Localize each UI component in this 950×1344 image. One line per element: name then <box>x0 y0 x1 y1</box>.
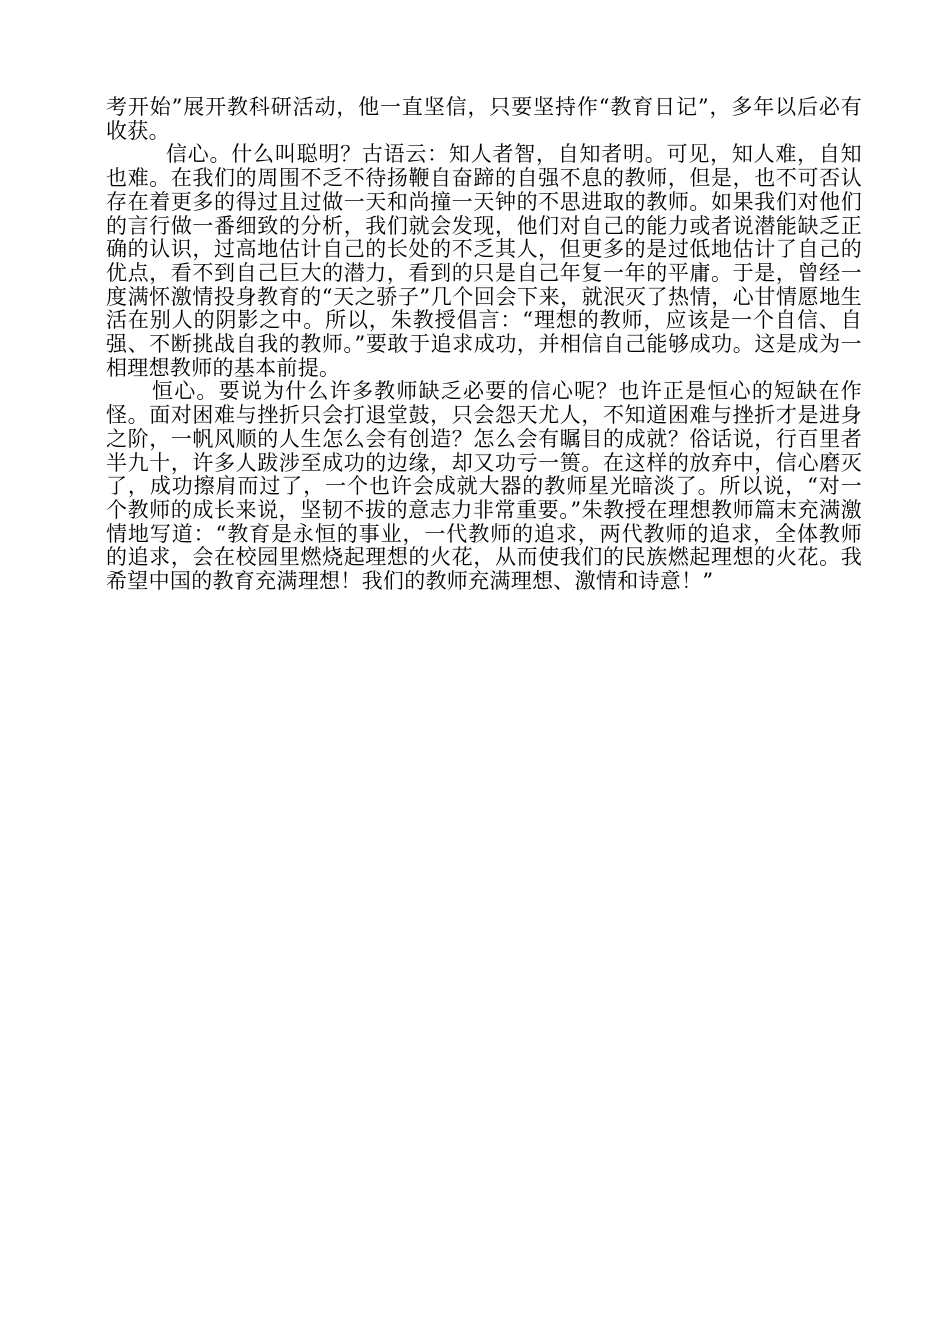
paragraph-continuation: 考开始”展开教科研活动，他一直坚信，只要坚持作“教育日记”，多年以后必有收获。 <box>106 95 862 143</box>
document-body <box>106 96 862 594</box>
paragraph-perseverance: 恒心。要说为什么许多教师缺乏必要的信心呢？也许正是恒心的短缺在作怪。面对困难与挫折只会打退堂鼓，只会怨天尤人，不知道困难与挫折才是进身之阶，一帆风顺的人生怎么会有创造？怎么会有瞩目的成就？俗话说，行百里者半九十，许多人跋涉至成功的边缘，却又功亏一篑。在这样的放弃中，信心磨灭了，成功擦肩而过了，一个也许会成就大器的教师星光暗淡了。所以说，“对一个教师的成长来说，坚韧不拔的意志力非常重要。”朱教授在理想教师篇末充满激情地写道：“教育是永恒的事业，一代教师的追求，两代教师的追求，全体教师的追求，会在校园里燃烧起理想的火花，从而使我们的民族燃起理想的火花。我希望中国的教育充满理想！我们的教师充满理想、激情和诗意！” <box>106 379 862 594</box>
paragraph-confidence: 信心。什么叫聪明？古语云：知人者智，自知者明。可见，知人难，自知也难。在我们的周围不乏不待扬鞭自奋蹄的自强不息的教师，但是，也不可否认存在着更多的得过且过做一天和尚撞一天钟的不思进取的教师。如果我们对他们的言行做一番细致的分析，我们就会发现，他们对自己的能力或者说潜能缺乏正确的认识，过高地估计自己的长处的不乏其人，但更多的是过低地估计了自己的优点，看不到自己巨大的潜力，看到的只是自己年复一年的平庸。于是，曾经一度满怀激情投身教育的“天之骄子”几个回会下来，就泯灭了热情，心甘情愿地生活在别人的阴影之中。所以，朱教授倡言：“理想的教师，应该是一个自信、自强、不断挑战自我的教师。”要敢于追求成功，并相信自己能够成功。这是成为一相理想教师的基本前提。 <box>106 142 862 380</box>
